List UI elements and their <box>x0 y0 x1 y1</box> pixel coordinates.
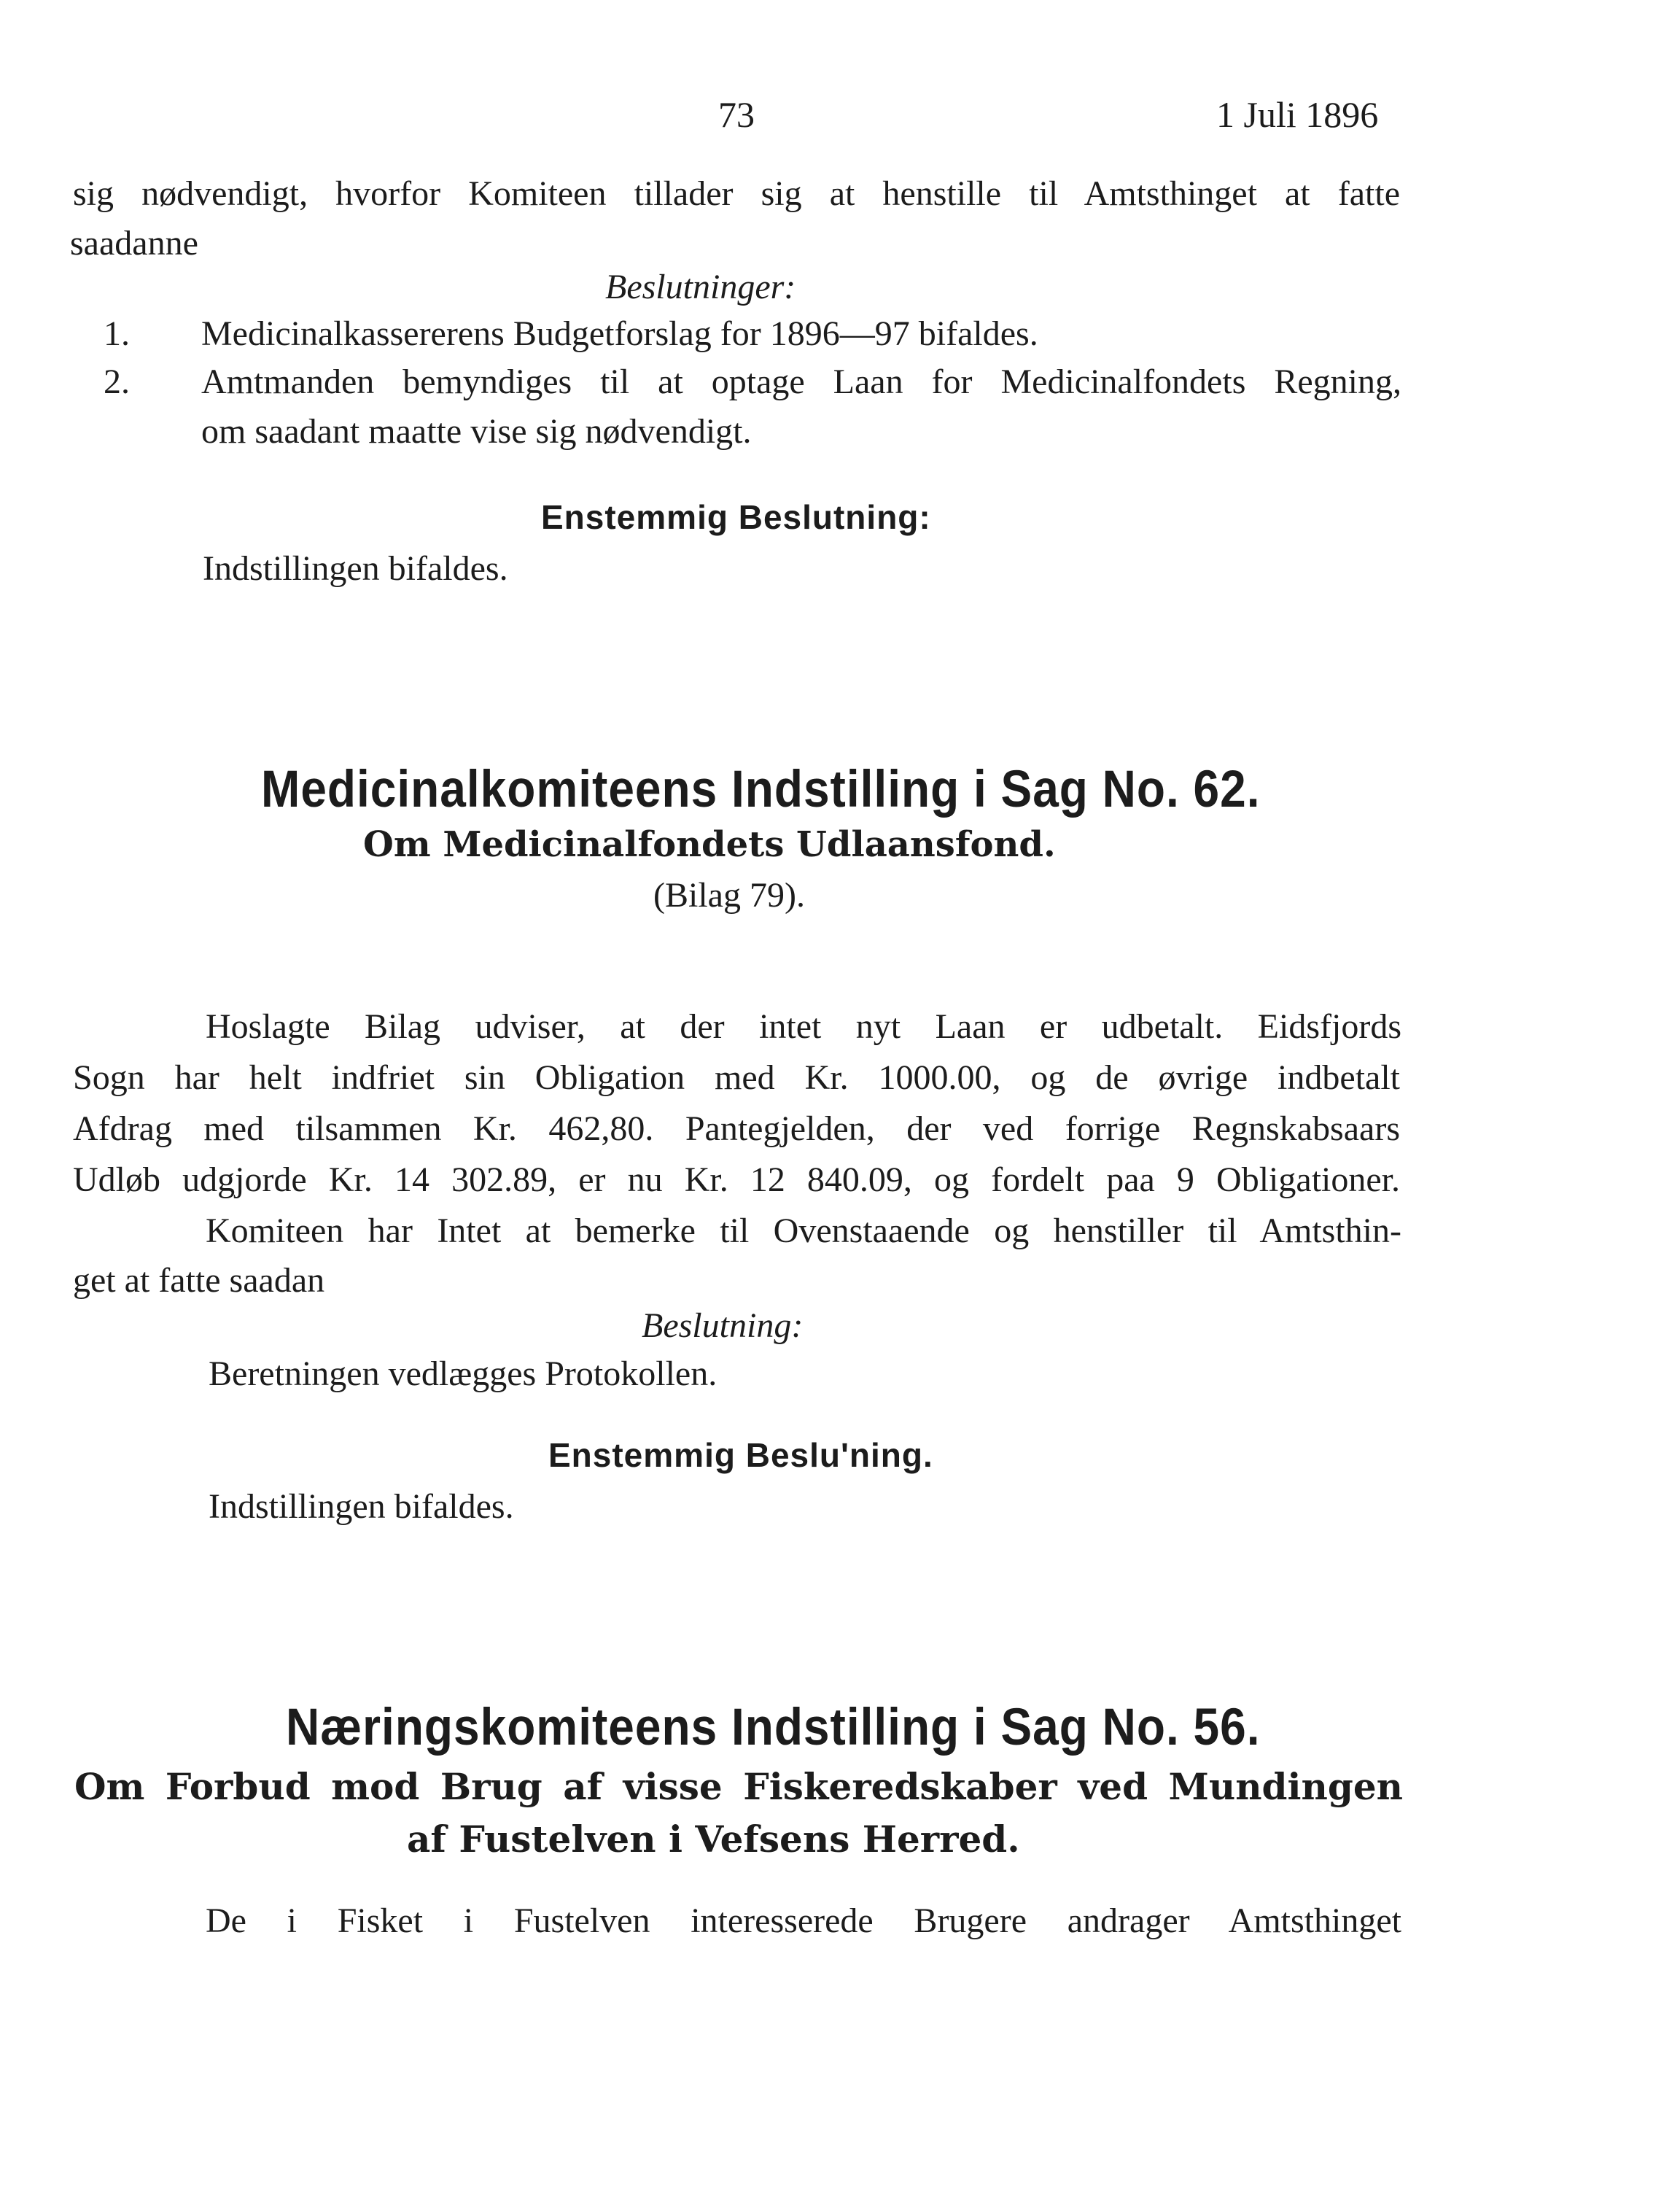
paragraph-line: De i Fisket i Fustelven interesserede Brugere andrager Amtsthinget <box>206 1901 1401 1940</box>
section-subtitle: af Fustelven i Vefsens Herred. <box>407 1818 1020 1861</box>
paragraph-line: Udløb udgjorde Kr. 14 302.89, er nu Kr. 12 840.09, og fordelt paa 9 Obligationer. <box>73 1160 1400 1199</box>
paragraph-line: Sogn har helt indfriet sin Obligation med Kr. 1000.00, og de øvrige indbetalt <box>73 1058 1400 1097</box>
section-subtitle: Om Forbud mod Brug af visse Fiskeredskaber ved Mundingen <box>74 1765 1403 1808</box>
paragraph-line: get at fatte saadan <box>73 1261 325 1300</box>
section-title: Næringskomiteens Indstilling i Sag No. 56. <box>286 1697 1261 1756</box>
list-item-text: Medicinalkassererens Budgetforslag for 1896—97 bifaldes. <box>201 314 1038 353</box>
section-subtitle: Om Medicinalfondets Udlaansfond. <box>363 824 1056 865</box>
list-item-number: 1. <box>104 314 130 353</box>
list-item-text: Amtmanden bemyndiges til at optage Laan for Medicinalfondets Regning, <box>201 362 1401 401</box>
resolution-text: Beretningen vedlægges Protokollen. <box>209 1354 718 1393</box>
subheading-beslutning: Beslutning: <box>642 1306 804 1345</box>
decision-heading: Enstemmig Beslutning: <box>541 498 931 536</box>
list-item-number: 2. <box>104 362 130 401</box>
decision-text: Indstillingen bifaldes. <box>209 1487 514 1526</box>
paragraph-line: Komiteen har Intet at bemerke til Ovenstaaende og henstiller til Amtsthin- <box>206 1211 1401 1250</box>
page-date: 1 Juli 1896 <box>1216 94 1379 135</box>
page-number: 73 <box>718 94 755 135</box>
section-title: Medicinalkomiteens Indstilling i Sag No. 62. <box>261 759 1261 818</box>
decision-text: Indstillingen bifaldes. <box>203 549 508 588</box>
list-item-continuation: om saadant maatte vise sig nødvendigt. <box>201 412 752 451</box>
paragraph-line: Afdrag med tilsammen Kr. 462,80. Pantegjelden, der ved forrige Regnskabsaars <box>73 1109 1400 1148</box>
decision-heading: Enstemmig Beslu'ning. <box>548 1436 933 1474</box>
subheading-beslutninger: Beslutninger: <box>605 268 796 306</box>
bilag-reference: (Bilag 79). <box>653 876 805 915</box>
paragraph-line: Hoslagte Bilag udviser, at der intet nyt Laan er udbetalt. Eidsfjords <box>206 1007 1401 1046</box>
paragraph-line: saadanne <box>70 224 198 263</box>
paragraph-line: sig nødvendigt, hvorfor Komiteen tillader sig at henstille til Amtsthinget at fatte <box>73 174 1400 213</box>
